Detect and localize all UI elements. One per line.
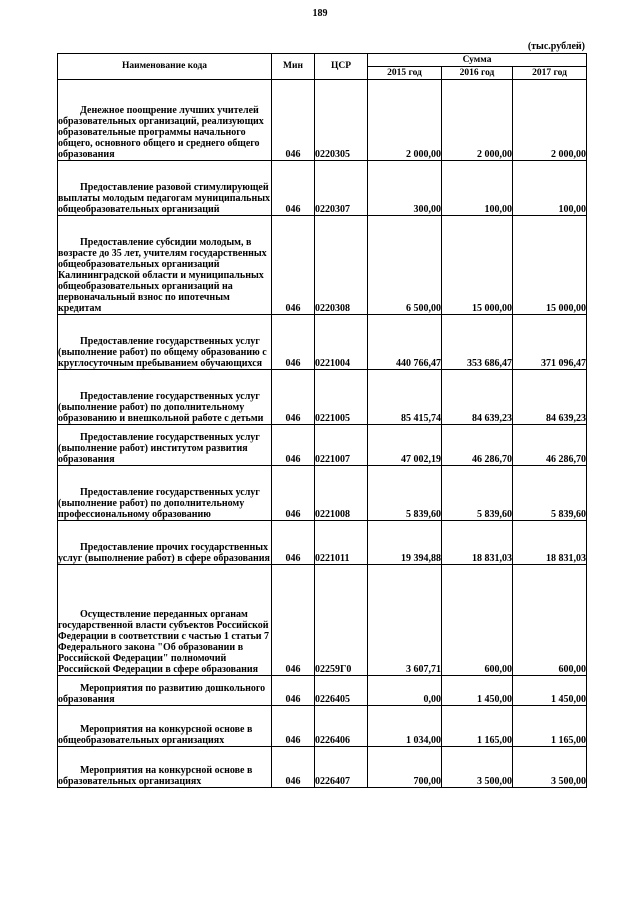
row-name-cell bbox=[58, 706, 272, 747]
row-amount-2016: 600,00 bbox=[442, 565, 513, 676]
table-row bbox=[58, 370, 587, 425]
row-csr: 0221005 bbox=[315, 370, 368, 425]
row-amount-2016: 5 839,60 bbox=[442, 466, 513, 521]
row-csr: 0220305 bbox=[315, 80, 368, 161]
row-name-cell bbox=[58, 466, 272, 521]
row-csr: 0220307 bbox=[315, 161, 368, 216]
header-sum: Сумма bbox=[368, 54, 587, 67]
table-row bbox=[58, 315, 587, 370]
row-min: 046 bbox=[272, 161, 315, 216]
table-row bbox=[58, 747, 587, 788]
row-name: Денежное поощрение лучших учителей образовательных организаций, реализующих образовательные программы начального общего, основного общего и среднего общего образования bbox=[58, 105, 264, 160]
row-name-cell bbox=[58, 747, 272, 788]
row-amount-2017: 46 286,70 bbox=[513, 425, 587, 466]
row-name-cell bbox=[58, 161, 272, 216]
row-min: 046 bbox=[272, 747, 315, 788]
table-row bbox=[58, 161, 587, 216]
row-amount-2016: 1 165,00 bbox=[442, 706, 513, 747]
row-amount-2015: 440 766,47 bbox=[368, 315, 442, 370]
row-amount-2015: 2 000,00 bbox=[368, 80, 442, 161]
row-min: 046 bbox=[272, 425, 315, 466]
row-amount-2015: 300,00 bbox=[368, 161, 442, 216]
row-amount-2017: 15 000,00 bbox=[513, 216, 587, 315]
row-amount-2017: 18 831,03 bbox=[513, 521, 587, 565]
table-row bbox=[58, 425, 587, 466]
row-name-cell bbox=[58, 676, 272, 706]
row-amount-2015: 19 394,88 bbox=[368, 521, 442, 565]
row-name: Мероприятия по развитию дошкольного образования bbox=[58, 683, 266, 705]
row-name-cell bbox=[58, 425, 272, 466]
row-name: Предоставление субсидии молодым, в возрасте до 35 лет, учителям государственных общеобразовательных организаций Калининградской области и муниципальных общеобразовательных организаций на первоначальный взнос по ипотечным кредитам bbox=[58, 237, 267, 314]
row-amount-2015: 1 034,00 bbox=[368, 706, 442, 747]
table-row bbox=[58, 80, 587, 161]
row-csr: 02259Г0 bbox=[315, 565, 368, 676]
row-csr: 0221007 bbox=[315, 425, 368, 466]
row-min: 046 bbox=[272, 315, 315, 370]
row-name: Предоставление государственных услуг (выполнение работ) по общему образованию с круглосуточным пребыванием обучающихся bbox=[58, 336, 267, 369]
row-csr: 0226407 bbox=[315, 747, 368, 788]
row-csr: 0226405 bbox=[315, 676, 368, 706]
row-name: Предоставление государственных услуг (выполнение работ) институтом развития образования bbox=[58, 432, 260, 465]
row-name-cell bbox=[58, 521, 272, 565]
row-amount-2017: 1 165,00 bbox=[513, 706, 587, 747]
row-name: Предоставление государственных услуг (выполнение работ) по дополнительному профессиональному образованию bbox=[58, 487, 260, 520]
units-label: (тыс.рублей) bbox=[527, 41, 585, 52]
table-row bbox=[58, 565, 587, 676]
row-amount-2017: 1 450,00 bbox=[513, 676, 587, 706]
row-amount-2016: 3 500,00 bbox=[442, 747, 513, 788]
row-amount-2015: 85 415,74 bbox=[368, 370, 442, 425]
row-name-cell bbox=[58, 80, 272, 161]
row-amount-2015: 0,00 bbox=[368, 676, 442, 706]
row-amount-2015: 5 839,60 bbox=[368, 466, 442, 521]
row-name: Мероприятия на конкурсной основе в образовательных организациях bbox=[58, 765, 253, 787]
row-amount-2015: 47 002,19 bbox=[368, 425, 442, 466]
row-min: 046 bbox=[272, 466, 315, 521]
row-amount-2017: 5 839,60 bbox=[513, 466, 587, 521]
row-amount-2016: 1 450,00 bbox=[442, 676, 513, 706]
row-name-cell bbox=[58, 370, 272, 425]
row-amount-2015: 3 607,71 bbox=[368, 565, 442, 676]
row-min: 046 bbox=[272, 565, 315, 676]
row-csr: 0221008 bbox=[315, 466, 368, 521]
row-min: 046 bbox=[272, 706, 315, 747]
header-min: Мин bbox=[272, 54, 315, 80]
table-row bbox=[58, 466, 587, 521]
page-number: 189 bbox=[312, 8, 328, 19]
row-amount-2016: 18 831,03 bbox=[442, 521, 513, 565]
row-amount-2016: 46 286,70 bbox=[442, 425, 513, 466]
table-row bbox=[58, 216, 587, 315]
row-amount-2017: 600,00 bbox=[513, 565, 587, 676]
row-min: 046 bbox=[272, 521, 315, 565]
table-body bbox=[58, 80, 587, 788]
row-amount-2017: 371 096,47 bbox=[513, 315, 587, 370]
row-csr: 0221004 bbox=[315, 315, 368, 370]
row-name-cell bbox=[58, 216, 272, 315]
row-amount-2017: 2 000,00 bbox=[513, 80, 587, 161]
header-year-2017: 2017 год bbox=[513, 67, 587, 80]
table-row bbox=[58, 706, 587, 747]
table-row bbox=[58, 521, 587, 565]
row-name-cell bbox=[58, 565, 272, 676]
row-name: Предоставление государственных услуг (выполнение работ) по дополнительному образованию и внешкольной работе с детьми bbox=[58, 391, 264, 424]
row-csr: 0221011 bbox=[315, 521, 368, 565]
row-min: 046 bbox=[272, 216, 315, 315]
budget-table bbox=[57, 53, 587, 788]
row-min: 046 bbox=[272, 370, 315, 425]
row-csr: 0226406 bbox=[315, 706, 368, 747]
row-amount-2016: 353 686,47 bbox=[442, 315, 513, 370]
row-min: 046 bbox=[272, 80, 315, 161]
row-name: Предоставление прочих государственных услуг (выполнение работ) в сфере образования bbox=[58, 542, 270, 564]
header-year-2016: 2016 год bbox=[442, 67, 513, 80]
row-name: Осуществление переданных органам государственной власти субъектов Российской Федерации в соответствии с частью 1 статьи 7 Федерального закона "Об образовании в Российской Федерации" полномочий Российской Федерации в сфере образования bbox=[58, 609, 270, 675]
row-amount-2017: 100,00 bbox=[513, 161, 587, 216]
row-name: Предоставление разовой стимулирующей выплаты молодым педагогам муниципальных общеобразовательных организаций bbox=[58, 182, 271, 215]
table-row bbox=[58, 676, 587, 706]
header-csr: ЦСР bbox=[315, 54, 368, 80]
row-amount-2016: 15 000,00 bbox=[442, 216, 513, 315]
row-amount-2017: 3 500,00 bbox=[513, 747, 587, 788]
row-amount-2016: 84 639,23 bbox=[442, 370, 513, 425]
row-amount-2017: 84 639,23 bbox=[513, 370, 587, 425]
row-amount-2016: 100,00 bbox=[442, 161, 513, 216]
header-name: Наименование кода bbox=[58, 54, 272, 80]
row-amount-2015: 6 500,00 bbox=[368, 216, 442, 315]
header-year-2015: 2015 год bbox=[368, 67, 442, 80]
row-min: 046 bbox=[272, 676, 315, 706]
row-amount-2015: 700,00 bbox=[368, 747, 442, 788]
row-name-cell bbox=[58, 315, 272, 370]
row-csr: 0220308 bbox=[315, 216, 368, 315]
row-name: Мероприятия на конкурсной основе в общеобразовательных организациях bbox=[58, 724, 253, 746]
row-amount-2016: 2 000,00 bbox=[442, 80, 513, 161]
